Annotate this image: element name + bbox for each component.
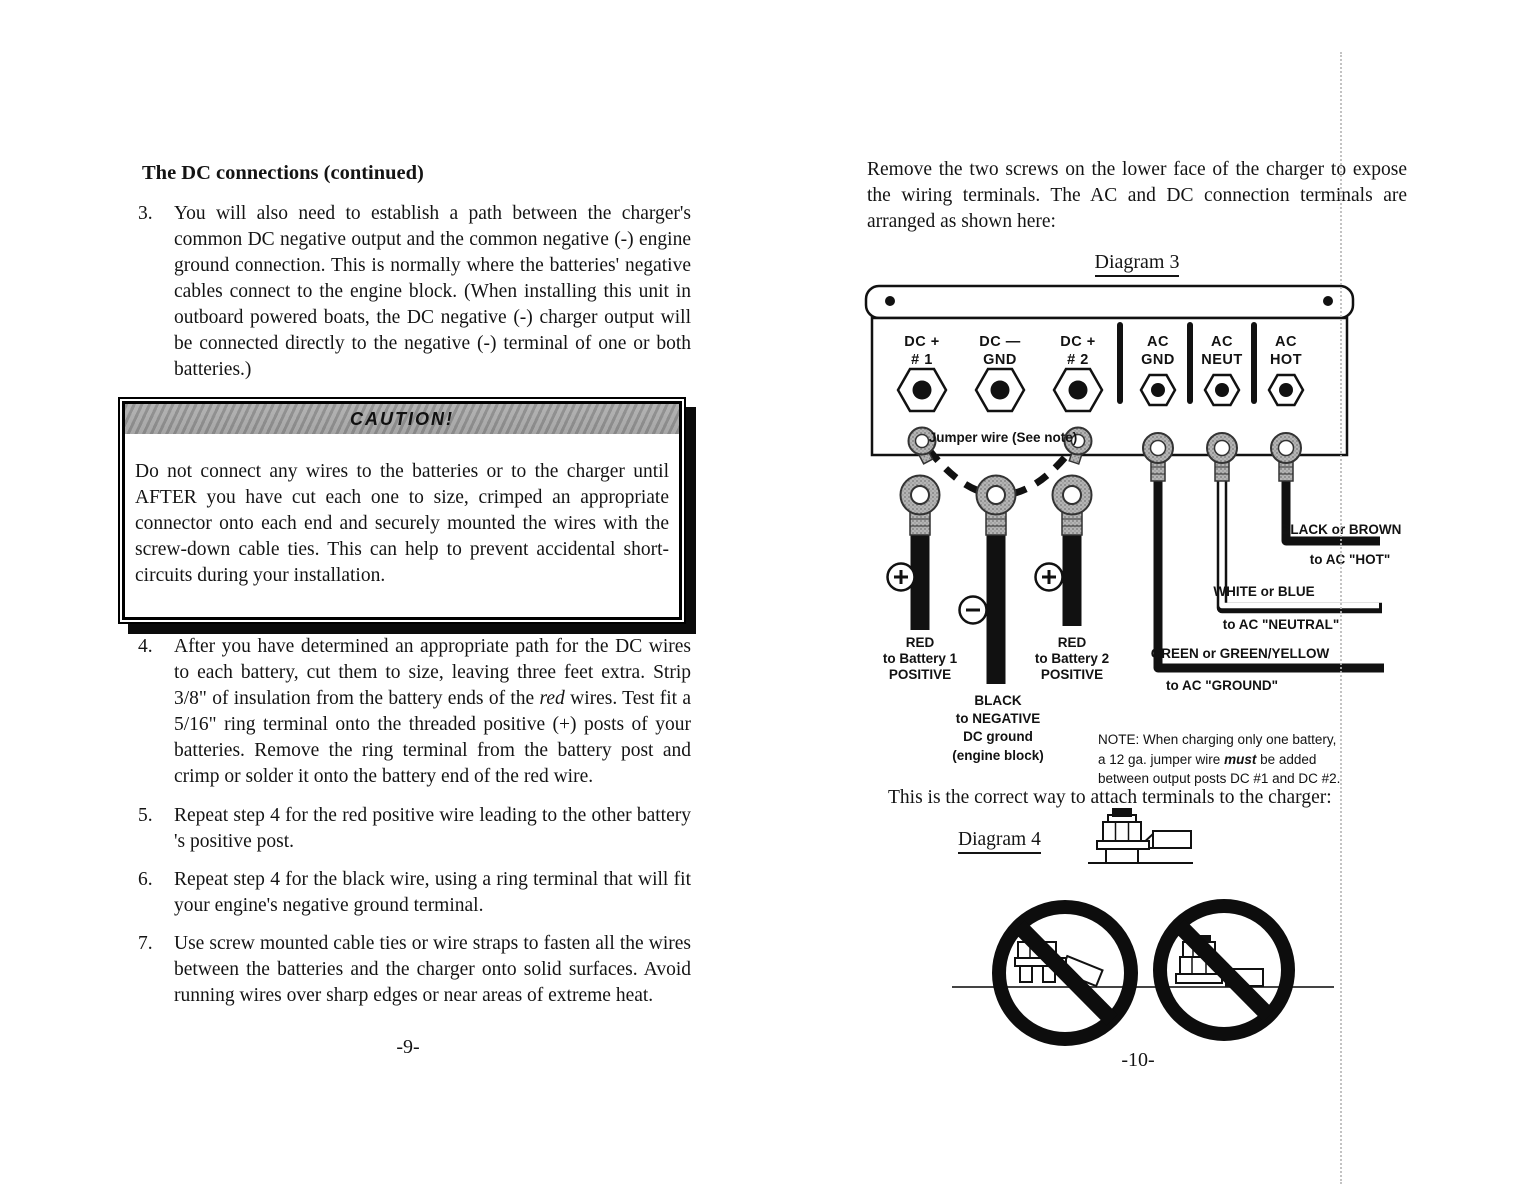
ac-hot-ring-terminal xyxy=(1271,433,1301,481)
step-6 xyxy=(138,867,691,919)
ac-hot-color-label: BLACK or BROWN xyxy=(1280,522,1402,537)
battery1-wire-label: RED to Battery 1 POSITIVE xyxy=(882,635,958,682)
step-7-text: Use screw mounted cable ties or wire straps to fasten all the wires between the batteries and the charger onto solid surfaces. Avoid running wires over sharp edges or near areas of extreme heat. xyxy=(174,933,691,1006)
right-page-column xyxy=(867,157,1407,277)
step-4-number: 4. xyxy=(138,636,153,657)
italic-word-red: red xyxy=(539,688,565,709)
ac-ring-terminals xyxy=(1143,433,1301,481)
left-page-column xyxy=(135,161,691,1009)
separator-bar xyxy=(1187,322,1193,404)
caution-text: Do not connect any wires to the batteries or to the charger until AFTER you have cut each one to size, crimped an appropriate connector onto each end and securely mounted the wires with the screw-down cable ties. This can help to prevent accidental short-circuits during your installation. xyxy=(135,460,669,586)
separator-bar xyxy=(1117,322,1123,404)
engine-block-label: (engine block) xyxy=(952,748,1044,763)
jumper-note: NOTE: When charging only one battery, a 12 ga. jumper wire must be added between output posts DC #1 and DC #2. xyxy=(1098,732,1341,786)
terminal-label-acgnd: AC GND xyxy=(1141,334,1175,368)
ac-neutral-dest-label: to AC "NEUTRAL" xyxy=(1222,617,1340,632)
dc-ground-wire xyxy=(977,476,1016,685)
ac-gnd-ring-terminal xyxy=(1143,433,1173,481)
separator-bar xyxy=(1251,322,1257,404)
diagram4-title: Diagram 4 xyxy=(958,829,1041,854)
ac-neut-ring-terminal xyxy=(1207,433,1237,481)
scan-fold-line xyxy=(1340,52,1342,1184)
page10-intro: Remove the two screws on the lower face of the charger to expose the wiring terminals. The AC and DC connection terminals are arranged as shown here: xyxy=(867,159,1407,232)
step-7 xyxy=(138,931,691,1009)
ac-wires xyxy=(1158,476,1384,668)
battery2-wire-label: RED to Battery 2 POSITIVE xyxy=(1034,635,1110,682)
page-title: The DC connections (continued) xyxy=(142,162,424,184)
step-6-text: Repeat step 4 for the black wire, using a ring terminal that will fit your engine's negative ground terminal. xyxy=(174,869,691,916)
terminal-label-dc2: DC + # 2 xyxy=(1060,334,1096,368)
caution-header: CAUTION! xyxy=(125,404,679,434)
page-10-number: -10- xyxy=(1121,1049,1155,1071)
terminal-label-achot: AC HOT xyxy=(1269,334,1303,368)
page-9-number: -9- xyxy=(396,1036,420,1058)
panel-screw-left xyxy=(885,296,895,306)
panel-screw-right xyxy=(1323,296,1333,306)
step-5-text: Repeat step 4 for the red positive wire leading to the other battery 's positive post. xyxy=(174,805,691,852)
terminal-label-dc1: DC + # 1 xyxy=(904,334,940,368)
battery1-wire xyxy=(901,476,940,631)
ac-ground-dest-label: to AC "GROUND" xyxy=(1165,678,1279,693)
correct-way-caption: This is the correct way to attach terminals to the charger: xyxy=(888,787,1332,808)
plus-circle-icon xyxy=(1036,564,1063,591)
prohibition-sign-left xyxy=(999,907,1131,1039)
step-6-number: 6. xyxy=(138,869,153,890)
step-4-text: After you have determined an appropriate path for the DC wires to each battery, cut them to size, leaving three feet extra. Strip 3/8" of insulation from the battery ends of the red wires. Test fit a 5/16" ring terminal onto the threaded positive (+) posts of your batteries. Remove the ring terminal from the battery post and crimp or solder it onto the battery end of the red wire. xyxy=(174,636,691,787)
washer-plate xyxy=(1097,841,1149,849)
step-5 xyxy=(138,803,691,855)
step-3-number: 3. xyxy=(138,203,153,224)
ac-ground-color-label: GREEN or GREEN/YELLOW xyxy=(1150,646,1330,661)
ac-hot-dest-label: to AC "HOT" xyxy=(1309,552,1391,567)
jumper-wire-label: Jumper wire (See note) xyxy=(928,430,1078,445)
note-must-emphasis: must xyxy=(1224,751,1257,767)
minus-circle-icon xyxy=(960,597,987,624)
terminal-label-acneut: AC NEUT xyxy=(1201,334,1243,368)
terminal-label-dcgnd: DC — GND xyxy=(979,334,1021,368)
step-5-number: 5. xyxy=(138,805,153,826)
step-4 xyxy=(138,634,691,790)
correct-mounting-drawing xyxy=(1088,809,1193,863)
ring-terminal-barrel xyxy=(1153,831,1191,848)
caution-box xyxy=(118,397,686,624)
ac-ground-wire xyxy=(1158,478,1384,668)
dc-ground-wire-label: BLACK to NEGATIVE DC ground xyxy=(955,693,1041,744)
battery2-wire xyxy=(1053,476,1092,627)
step-7-number: 7. xyxy=(138,933,153,954)
plus-circle-icon xyxy=(888,564,915,591)
diagram3-title: Diagram 3 xyxy=(1095,251,1180,277)
ac-neutral-color-label: WHITE or BLUE xyxy=(1213,584,1315,599)
hex-nut-front xyxy=(1103,822,1141,841)
diagram3-wiring-figure xyxy=(860,280,1460,785)
step-3-text: You will also need to establish a path between the charger's common DC negative output and the common negative (-) engine ground connection. This is normally where the batteries' negative cables connect to the engine block. (When installing this unit in outboard powered boats, the DC negative (-) charger output will be connected directly to the negative (-) terminal of one or both batteries.) xyxy=(174,203,691,380)
step-3 xyxy=(138,201,691,383)
